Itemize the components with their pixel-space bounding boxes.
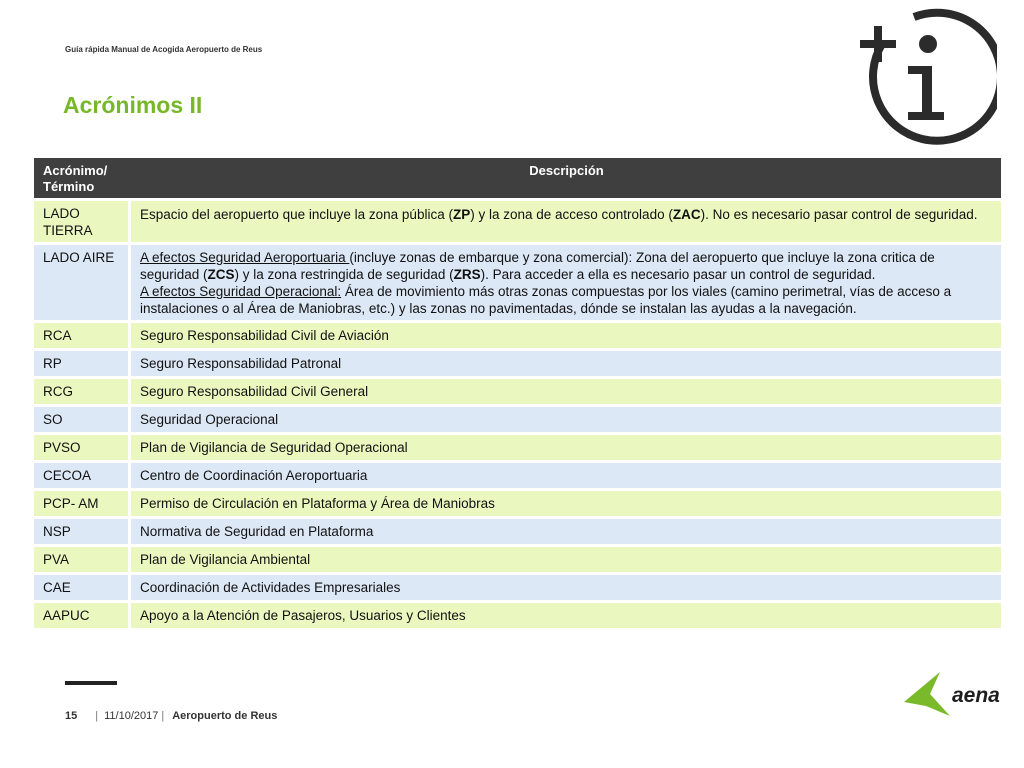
table-row [34,603,1001,628]
footer-divider [65,681,117,685]
page-number: 15 [65,710,78,722]
table-row [34,407,1001,432]
description-cell: Seguro Responsabilidad Civil de Aviación [131,323,1001,348]
table-row [34,245,1001,320]
term-cell: NSP [34,519,131,544]
description-cell: Permiso de Circulación en Plataforma y Área de Maniobras [131,491,1001,516]
term-cell: LADO TIERRA [34,201,131,242]
term-cell: RP [34,351,131,376]
table-header-row [34,158,1001,198]
description-cell: Espacio del aeropuerto que incluye la zona pública (ZP) y la zona de acceso controlado (ZAC). No es necesario pasar control de seguridad. [131,201,1001,242]
description-cell: Coordinación de Actividades Empresariales [131,575,1001,600]
description-cell: Seguro Responsabilidad Civil General [131,379,1001,404]
table-row [34,575,1001,600]
table-row [34,463,1001,488]
table-row [34,491,1001,516]
term-cell: PVA [34,547,131,572]
description-cell: Centro de Coordinación Aeroportuaria [131,463,1001,488]
table-row [34,519,1001,544]
term-cell: SO [34,407,131,432]
description-cell: Normativa de Seguridad en Plataforma [131,519,1001,544]
term-cell: CAE [34,575,131,600]
page-title: Acrónimos II [63,92,203,118]
term-cell: CECOA [34,463,131,488]
table-row [34,323,1001,348]
description-cell: Apoyo a la Atención de Pasajeros, Usuarios y Clientes [131,603,1001,628]
info-plus-icon [852,8,997,153]
term-cell: PVSO [34,435,131,460]
table-row [34,351,1001,376]
term-cell: LADO AIRE [34,245,131,320]
column-header-term: Acrónimo/ Término [34,158,131,198]
table-row [34,435,1001,460]
term-cell: AAPUC [34,603,131,628]
table-row [34,201,1001,242]
description-cell: Plan de Vigilancia de Seguridad Operacional [131,435,1001,460]
description-cell: A efectos Seguridad Aeroportuaria (incluye zonas de embarque y zona comercial): Zona del aeropuerto que incluye la zona critica de seguridad (ZCS) y la zona restringida de seguridad (ZRS). Para acceder a ella es necesario pasar un control de seguridad. A efectos Seguridad Operacional: Área de movimiento más otras zonas compuestas por los viales (camino perimetral, vías de acceso a instalaciones o al Área de Maniobras, etc.) y las zonas no pavimentadas, dónde se instalan las ayudas a la navegación. [131,245,1001,320]
acronyms-table [34,155,1001,631]
brand-name: aena [952,684,1000,707]
term-cell: PCP- AM [34,491,131,516]
term-cell: RCG [34,379,131,404]
description-cell: Seguro Responsabilidad Patronal [131,351,1001,376]
document-subtitle: Guía rápida Manual de Acogida Aeropuerto de Reus [65,45,263,54]
description-cell: Seguridad Operacional [131,407,1001,432]
term-cell: RCA [34,323,131,348]
table-row [34,379,1001,404]
table-row [34,547,1001,572]
footer-date: 11/10/2017 [104,710,159,722]
column-header-description: Descripción [131,158,1001,198]
footer-location: Aeropuerto de Reus [172,710,278,722]
footer: 15 | 11/10/2017 | Aeropuerto de Reus [65,710,278,722]
description-cell: Plan de Vigilancia Ambiental [131,547,1001,572]
